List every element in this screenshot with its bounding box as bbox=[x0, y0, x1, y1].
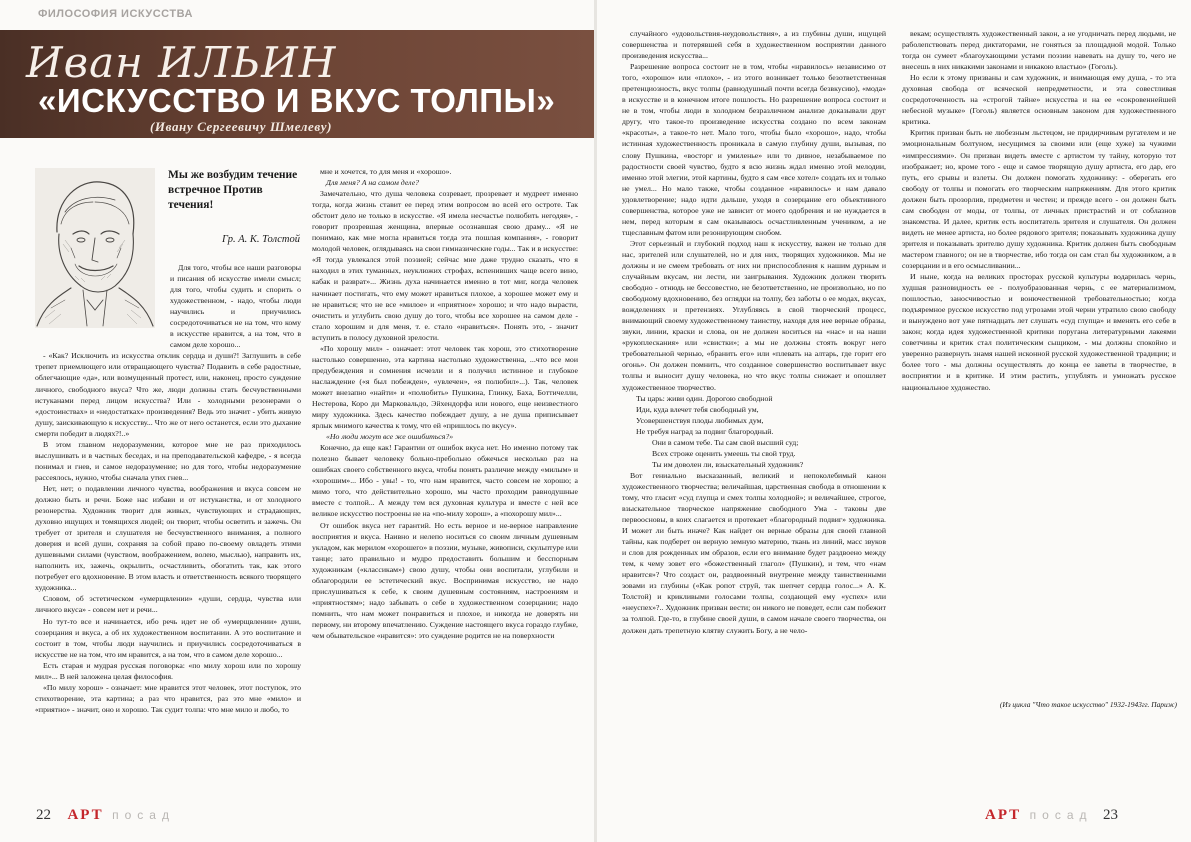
paragraph: Замечательно, что душа человека созревает, прозревает и мудреет именно тогда, когда жизнь ставит ее перед этим вопросом во всей его остроте. Так обстоит дело не только в искусстве. «Я имела несчастье полюбить негодяя», - говорит прозревшая женщина, впервые осознавшая свою драму... «Я не понимаю, как мне могла нравиться тогда эта пошлая компания», - говорит молодой человек, оглядываясь на свои гимназические годы... Так и в искусстве: «Я тогда увлекался этой поэзией; сейчас мне даже трудно сказать, что я находил в этих туманных, неуклюжих строфах, вспенивших чаще всего вино, кабак и разврат»... Жизнь духа начинается именно в тот миг, когда человек начинает постигать, что ему может нравиться плохое, а хорошее может ему и не нравиться; что не все «милое» и «приятное» хорошо; и что надо вырасти, очистить и углубить свою душу до того, чтобы все хорошее на самом деле - стало хорошим и для меня, т. е. стало «нравиться». Понять это, - значит вступить в полосу духовной зрелости. bbox=[312, 189, 578, 342]
section-rubric: ФИЛОСОФИЯ ИСКУССТВА bbox=[38, 8, 193, 20]
paragraph: Не требуя наград за подвиг благородный. bbox=[636, 426, 774, 436]
epigraph-author: Гр. А. К. Толстой bbox=[222, 234, 300, 245]
paragraph: От ошибок вкуса нет гарантий. Но есть верное и не-верное направление восприятия и вкуса. Наивно и нелепо носиться со своим личным душевным укладом, как мерилом «хорошего» в поэзии, музыке, живописи, скульптуре или танце; зато правильно и мудро предоставить большим и бесспорным художникам («классикам») свою душу, чтобы они воспитали, углубили и облагородили ее эстетический вкус. Воспринимая искусство, не надо прислушиваться к себе, к своим душевным состояниям, настроениям и «приятностям»; надо забывать о себе в художественном созерцании; надо помнить, что нам может понравиться и плохое, и никогда не доверять ни первому, ни второму впечатлению. Суждение настоящего вкуса гораздо глубже, чем обывательское «нравится»: это суждение родится не на поверхности bbox=[312, 520, 578, 640]
paragraph: Иди, куда влечет тебя свободный ум, bbox=[636, 404, 759, 414]
text-column-left-2 bbox=[312, 166, 578, 802]
brand-logo-right: АРТ bbox=[985, 807, 1022, 823]
spread-gutter bbox=[594, 0, 597, 842]
title-banner bbox=[0, 30, 594, 138]
paragraph: И ныне, когда на великих просторах русской культуры водарилась чернь, худшая разновидность ее - полуобразованная чернь, с ее материализмом, пошлостью, заносчивостью и вонючественной требовательностью; когда подъяремное русское искусство под угрозами этой черни утратило свою свободу и вынуждено вот уже пятнадцать лет слушать «суд глупца» и вменять его себе в закон; когда идея художественной критики поругана литературными лакеями советчины и критик стал политическим сыщиком, - мы должны спокойно и уверенно развернуть знамя нашей исконной русской художественной традиции; и более того - мы должны осуществлять до конца ее заветы в творчестве, в восприятии и в критике. И этим растить, углублять и умножать русское национальное художество. bbox=[902, 272, 1176, 392]
paragraph: Вот гениально высказанный, великий и непоколебимый канон художественного творчества; величайшая, царственная свобода в отношении к тому, что гласит «суд глупца и смех толпы холодной»; и величайшее, строгое, взыскательное творческое напряжение свободного Ума - таковы две первоосновы, в коих слагается и протекает «благородный подвиг» художника. И может ли быть иначе? Как найдет он верные образы для своей главной тайны, как подберет он верную земную материю, ткань из линий, масс звуков и слов для рожденных им образов, если его внимание будет раздвоено между тем, к чему зовет его «божественный глагол» (Пушкин), и тем, что «нам нравится»? Что создаст он, раздвоенный внутренне между таинственными зовами из глубины («Как ропот струй, так шепчет сердца голос...» А. К. Толстой) и крикливыми голосами толпы, создающей ему «успех» или «неуспех»?.. Художник призван вести; он никого не поведет, если сам побежит за толпой. Где-то, в глубине своей души, в самом начале своего творчества, он должен дать трепетную клятву служить Богу, а не чело- bbox=[622, 470, 886, 635]
text-column-left-1 bbox=[35, 262, 301, 800]
paragraph: «Но люди могут все же ошибиться?» bbox=[326, 432, 454, 442]
paragraph: Словом, об эстетическом «умерщвлении» «души, сердца, чувства или личного вкуса» - совсем нет и речи... bbox=[35, 594, 301, 615]
article-title: «ИСКУССТВО И ВКУС ТОЛПЫ» bbox=[38, 82, 556, 119]
paragraph: случайного «удовольствия-неудовольствия», а из глубины души, ищущей совершенства и потерявшей себя в художественном восприятии данного произведения искусства... bbox=[622, 29, 886, 61]
paragraph: «По милу хорош» - означает: мне нравится этот человек, этот поступок, это стихотворение, эта картина; а раз что нравится, раз это мне «мило» и «приятно» - значит, оно и хорошо. Так судит толпа: что мне мило и любо, то bbox=[35, 682, 301, 714]
brand-subtitle-left: посад bbox=[112, 808, 175, 822]
footer-left bbox=[36, 806, 175, 824]
footer-right bbox=[985, 806, 1118, 824]
dedication: (Ивану Сергеевичу Шмелеву) bbox=[150, 119, 333, 134]
paragraph: Для того, чтобы все наши разговоры и писания об искусстве имели смысл; для того, чтобы судить и спорить о художественном, - надо, чтобы люди научились и приучились сосредоточиваться не на том, что кому в искусстве нравится, а на том, что в самом деле хорошо... bbox=[170, 263, 301, 350]
epigraph-text: Мы же возбудим течение встречное Против течения! bbox=[168, 169, 298, 211]
paragraph: Есть старая и мудрая русская поговорка: «по милу хорош или по хорошу мил»... В ней заложена целая философия. bbox=[35, 660, 301, 681]
paragraph: Этот серьезный и глубокий подход наш к искусству, важен не только для нас, зрителей или слушателей, но и для них, творящих художников. Мы не должны и не смеем требовать от них ни приспособления к нашим дурным и случайным вкусам, ни лести, ни заигрывания. Художник должен творить свободно - отнюдь не бессовестно, не безответственно, не произвольно, но по свободному вдохновению, без оглядки на толпу, без заботы о ее модах, вкусах, вожделениях и претензиях. Углубляясь в свой творческий процесс, внимающий своему художественному таинству, находя для нее верные образы, звуки, линии, краски и слова, он не должен коситься на «нас» и на наши «рукоплескания» или «свистки»; а мы не должны стоять вокруг него требовательной чернью, «бранить его» или «плевать на алтарь, где горит его огонь». Он должен помнить, что созданное совершенство воспитывает вкус толпы и выносит душу человека, но что вкус толпы снижает и опошляет художественное творчество. bbox=[622, 238, 886, 392]
paragraph: Для меня? А на самом деле? bbox=[326, 178, 420, 188]
paragraph: Всех строже оценить умеешь ты свой труд. bbox=[652, 448, 796, 458]
paragraph: Но если к этому призваны и сам художник, и внимающая ему душа, - то эта духовная свобода от всяческой непредметности, и эта совестливая сосредоточенность на «строгой тайне» искусства и на ее «сокровеннейшей небесной музыке» (Гоголь) является основным законом для художественного критика. bbox=[902, 73, 1176, 127]
paragraph: Но тут-то все и начинается, ибо речь идет не об «умерщвлении» души, созерцания и вкуса, а об их художественном воспитании. А это воспитание и состоит в том, чтобы люди научились и приучились сосредоточиваться в искусстве не на том, что им нравится, а на том, что в самом деле хорошо... bbox=[35, 616, 301, 659]
paragraph: мне и хочется, то для меня и «хорошо». bbox=[320, 167, 452, 176]
paragraph: - «Как? Исключить из искусства отклик сердца и души?! Заглушить в себе трепет приемлющего или отвращающего чувства? Подавить в себе радостные, облегчающие «да», или возмущенный протест, или, наконец, просто суждение личного, свободного вкуса? Что же, люди должны стать бесчувственными истуканами перед лицом искусства? Или - холодными резонерами о «достоинствах» и «недостатках» произведения? Ведь это значит - убить живую душу, заискивающую к искусству... Что же от него останется, если это дыхание смерти победит в людях?!..» bbox=[35, 351, 301, 438]
paragraph: Критик призван быть не любезным льстецом, не придирчивым ругателем и не эмоциональным болтуном, несущимся за своими или (еще хуже) за чужими «импрессиями». Он призван видеть вместе с артистом ту тайну, которую тот изображает; но, кроме того - еще и самое творящую душу артиста, его дар, его путь, его срывы и взлеты. Он должен помогать художнику: - оберегать его свободу от толпы и помогать его творческим напряжениям. Для этого критик должен быть прозорлив, предметен и честен; и прежде всего - он должен быть сам свободен от моды, от толпы, от личных пристрастий и от соблазнов знакомства. И далее, критик есть воспитатель зрителя и слушателя. Он должен видеть не менее артиста, но более рядового зрителя; показывать художника душу зрителя и показывать зрителю душу художника. Критик должен быть свободным мастером главного; он не в творчестве, ибо тогда он сам стал бы художником, а в созерцании и в его осмысливании... bbox=[902, 128, 1176, 270]
paragraph: В этом главном недоразумении, которое мне не раз приходилось выслушивать и в частных беседах, и на преподавательской кафедре, - я всегда понимал и гнев, и самое недоразумение; но для того, чтобы недоразумение рассеялось, нужно, чтобы сначала утих гнев... bbox=[35, 439, 301, 482]
page-number-right: 23 bbox=[1102, 807, 1118, 823]
paragraph: Нет, нет; о подавлении личного чувства, воображения и вкуса совсем не должно быть и речи. Боже нас избави и от истуканства, и от холодного резонерства. Художник творит для живых, чувствующих и страдающих, духовно ищущих и томящихся людей; он творит, чтобы осветить и зажечь. Он требует от зрителя и слушателя не бесчувственного внимания, а полного доверия и всей души, сохраняя за собой право по-своему овладеть этими душевными силами (чувством, воображением, волею, мыслью), направить их, наполнить их, зажечь, окрылить, осчастливить, обогатить так, как этого потребует его вдохновение. В этом власть и ответственность всякого творящего художника... bbox=[35, 483, 301, 593]
text-column-right-2 bbox=[902, 28, 1176, 690]
paragraph: «По хорошу мил» - означает: этот человек так хорош, это стихотворение настолько совершенно, эта картина настолько художественна, ...что все мои предубеждения и сомнения исчезли и я получил истинное и глубокое наслаждение («я был побежден», «увлечен», «я полюбил»...). Так, человек может внезапно «найти» и «полюбить» Пушкина, Глинку, Баха, Боттичелли, Нестерова, Коро ди Марковальдо, Эйхендорфа или нового, еще неизвестного миру художника. Здесь качество побеждает душу, а не душа приписывает ярлык мнимого качества к тому, что ей «пришлось по вкусу». bbox=[312, 343, 578, 431]
paragraph: Разрешение вопроса состоит не в том, чтобы «нравилось» независимо от того, «хорошо» или «плохо», - из этого возникает только безответственная претенциозность, вкус толпы (равнодушный почти всегда безвкусию), «мода» в искусстве и в конечном итоге пошлость. Но разрешение вопроса состоит и не в том, чтобы люди в холодном безразличном анализе доказывали друг другу, что такое-то произведение искусства создано по всем законам «красоты», а такое-то нет. Мало того, чтобы было «хорошо», надо, чтобы истинная художественность проникала в самую глубину души, вызывая, по слову Пушкина, «восторг и умиленье» или то дивное, незабываемое по радостности своей чувство, будто я всю жизнь ждал именно этой мелодии, именно этой элегии, этой картины, будто я сам «все хотел» создать их и только не умел... Но мало также, чтобы созданное «нравилось» и нам давало удовлетворение; надо идти дальше, уходя в созерцание его объективного совершенства, которое уже не зависит от моего одобрения и не нуждается в нем, перед которым я сам оказываюсь осчастливленным учеником, а не тщеславным фатом или резонирующим снобом. bbox=[622, 62, 886, 237]
paragraph: Ты царь: живи один. Дорогою свободной bbox=[636, 393, 773, 403]
brand-logo-left: АРТ bbox=[67, 807, 104, 823]
paragraph: векам; осуществлять художественный закон, а не угодничать перед людьми, не раболепствовать перед диктаторами, не гоняться за площадной модой. Только тогда он сумеет «благоухающими устами поэзии навевать на душу то, чего не внесешь в них никакими законами и никакою властью» (Гоголь). bbox=[902, 29, 1176, 72]
paragraph: Ты им доволен ли, взыскательный художник? bbox=[652, 459, 804, 469]
author-name: Иван ИЛЬИН bbox=[26, 38, 337, 87]
page-number-left: 22 bbox=[36, 807, 51, 823]
text-column-right-1 bbox=[622, 28, 886, 800]
paragraph: Конечно, да еще как! Гарантии от ошибок вкуса нет. Но именно потому так полезно бывает человеку больно-пребольно обжечься несколько раз на ошибках своего собственного вкуса, чтобы понять различие между «милым» и «хорошим»... Ибо - увы! - то, что нам нравится, часто совсем не хорошо; а мимо того, что действительно хорошо, мы часто проходим равнодушные вместе с толпой... А между тем вся духовная культура и вместе с ней все великое искусство построены не на «по-милу хорош», а «похорошу мил»... bbox=[312, 443, 578, 519]
paragraph: Они в самом тебе. Ты сам свой высший суд; bbox=[652, 437, 799, 447]
source-note: (Из цикла "Что такое искусство" 1932-1943гг. Париж) bbox=[999, 700, 1177, 709]
paragraph: Усовершенствуя плоды любимых дум, bbox=[636, 415, 764, 425]
brand-subtitle-right: посад bbox=[1029, 808, 1093, 822]
